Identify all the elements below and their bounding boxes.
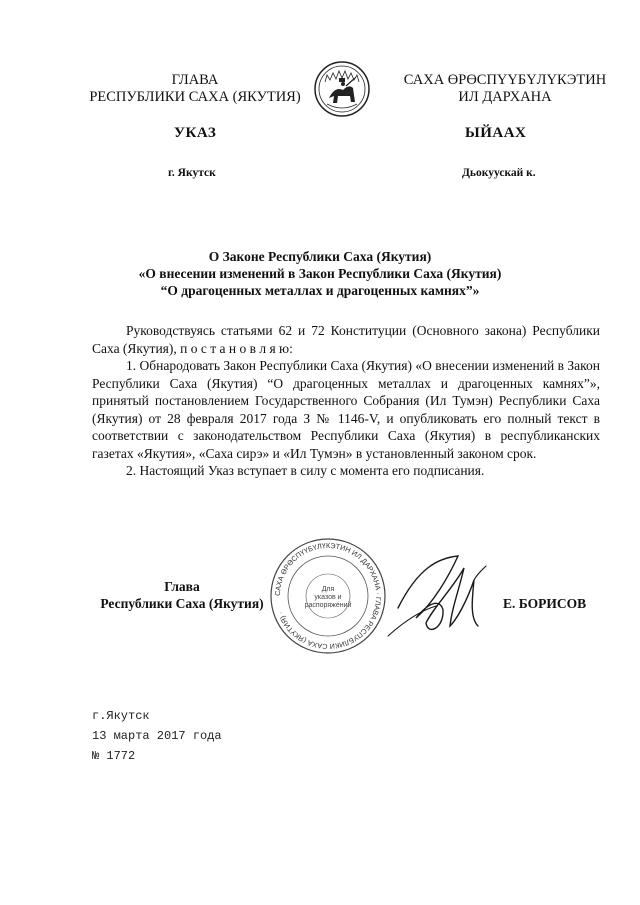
stamp-center-line2: указов и	[314, 594, 342, 601]
subject-line3: “О драгоценных металлах и драгоценных камнях”»	[160, 283, 480, 298]
stamp-center-line1: Для	[321, 586, 335, 593]
registration-block	[92, 706, 222, 766]
subject-line2: «О внесении изменений в Закон Республики Саха (Якутия)	[138, 266, 502, 281]
paragraph-preamble: Руководствуясь статьями 62 и 72 Конституции (Основного закона) Республики Саха (Якутия), п о с т а н о в л я ю:	[92, 323, 600, 356]
header-left-line1: ГЛАВА	[171, 72, 219, 88]
header-left	[70, 72, 320, 106]
registration-number: № 1772	[92, 749, 136, 763]
handwritten-signature	[378, 548, 503, 648]
signatory-title-line2: Республики Саха (Якутия)	[100, 596, 264, 611]
subject-line1: О Законе Республики Саха (Якутия)	[208, 249, 432, 264]
header-right-line1: САХА ӨРӨСПҮҮБҮЛҮКЭТИН	[403, 72, 607, 88]
decree-body	[92, 322, 600, 480]
decree-subject	[40, 248, 600, 299]
header-right	[380, 72, 630, 106]
registration-date: 13 марта 2017 года	[92, 729, 222, 743]
signatory-title	[90, 578, 274, 612]
stamp-outer-text: САХА ӨРӨСПҮҮБҮЛҮКЭТИН ИЛ ДАРХАНА · ГЛАВА РЕСПУБЛИКИ САХА (ЯКУТИЯ) ·	[272, 540, 384, 652]
stamp-center-line3: распоряжений	[304, 602, 352, 609]
header-right-line2: ИЛ ДАРХАНА	[458, 89, 552, 105]
registration-city: г.Якутск	[92, 709, 150, 723]
document-title-sakha: ЫЙААХ	[465, 125, 527, 141]
city-sakha: Дьокуускай к.	[462, 167, 536, 179]
city-ru: г. Якутск	[168, 167, 216, 179]
official-stamp	[268, 536, 388, 656]
signatory-name: Е. БОРИСОВ	[503, 596, 587, 611]
coat-of-arms-icon	[313, 60, 371, 118]
signatory-title-line1: Глава	[164, 579, 200, 594]
document-title-ru: УКАЗ	[174, 125, 217, 141]
paragraph-item-1: 1. Обнародовать Закон Республики Саха (Якутия) «О внесении изменений в Закон Республики Саха (Якутия) “О драгоценных металлах и драгоценных камнях”», принятый постановлением Государственного Собрания (Ил Тумэн) Республики Саха (Якутия) от 28 февраля 2017 года З № 1146-V, и опубликовать его полный текст в соответствии с законодательством Республики Саха (Якутия) в республиканских газетах «Якутия», «Саха сирэ» и «Ил Тумэн» в установленный законом срок.	[92, 358, 600, 461]
header-left-line2: РЕСПУБЛИКИ САХА (ЯКУТИЯ)	[89, 89, 301, 105]
paragraph-item-2: 2. Настоящий Указ вступает в силу с момента его подписания.	[126, 463, 485, 478]
